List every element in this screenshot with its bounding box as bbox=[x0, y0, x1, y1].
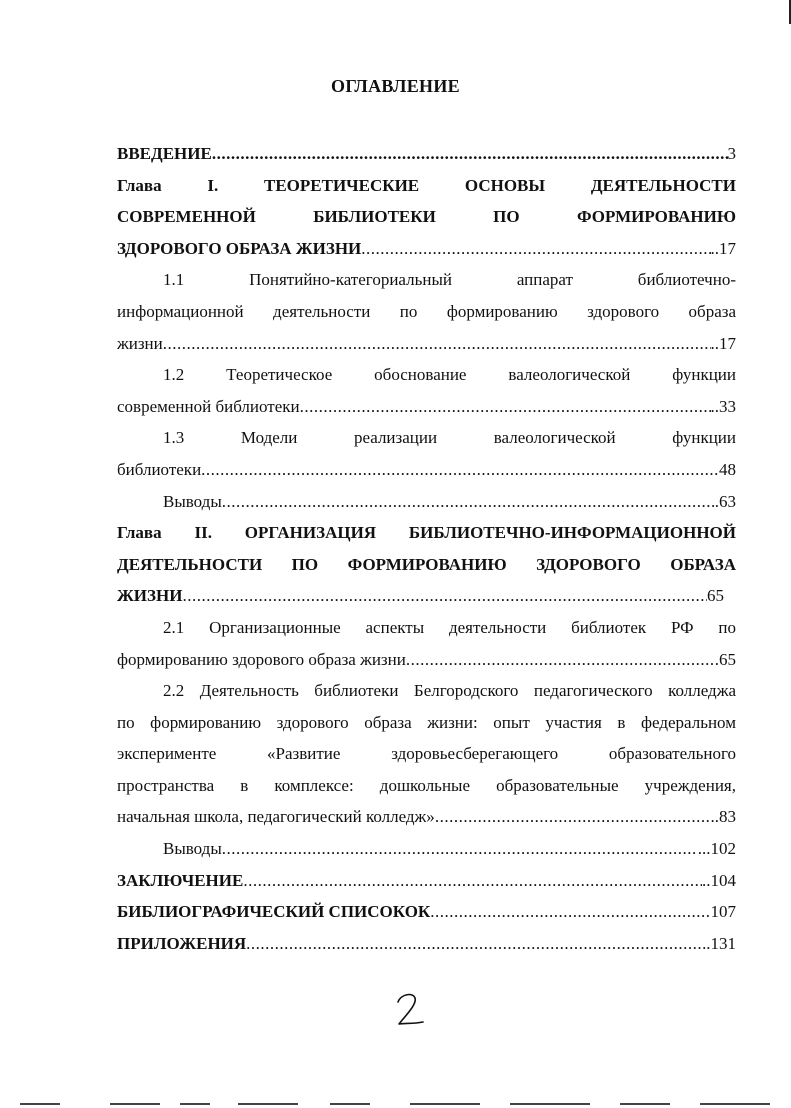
toc-page-number: ...102 bbox=[697, 839, 736, 859]
toc-entry-title: жизни bbox=[117, 333, 163, 353]
toc-entry-title: Выводы bbox=[163, 839, 222, 859]
toc-entry-conclusions-2 bbox=[117, 833, 736, 865]
toc-entry-title: ЗДОРОВОГО ОБРАЗА ЖИЗНИ bbox=[117, 238, 362, 258]
toc-entry-title: Выводы bbox=[163, 491, 222, 511]
toc-leader-dots bbox=[222, 833, 698, 865]
toc-leader-dots bbox=[163, 328, 711, 360]
toc-entry-section-2-1 bbox=[117, 644, 736, 676]
toc-chapter-2-line-1: Глава II. ОРГАНИЗАЦИЯ БИБЛИОТЕЧНО-ИНФОРМАЦИОННОЙ bbox=[117, 523, 736, 543]
toc-entry-section-1-1 bbox=[117, 328, 736, 360]
toc-section-2-2-line-2: по формированию здорового образа жизни: опыт участия в федеральном bbox=[117, 712, 736, 732]
toc-entry-chapter-1 bbox=[117, 233, 736, 265]
page-title: ОГЛАВЛЕНИЕ bbox=[331, 76, 460, 96]
toc-section-2-2-line-3: эксперименте «Развитие здоровьесберегающего образовательного bbox=[117, 744, 736, 764]
toc-page-number: ..33 bbox=[710, 396, 736, 416]
table-of-contents bbox=[117, 138, 736, 959]
toc-section-2-1-line-1: 2.1 Организационные аспекты деятельности библиотек РФ по bbox=[163, 617, 736, 637]
toc-section-1-1-line-1: 1.1 Понятийно-категориальный аппарат библиотечно- bbox=[163, 270, 736, 290]
toc-leader-dots bbox=[246, 928, 706, 960]
toc-entry-appendix bbox=[117, 928, 736, 960]
toc-entry-title: формированию здорового образа жизни bbox=[117, 649, 406, 669]
toc-page-number: ..83 bbox=[710, 807, 736, 827]
toc-leader-dots bbox=[435, 801, 711, 833]
toc-entry-intro bbox=[117, 138, 736, 170]
toc-chapter-1-line-1: Глава I. ТЕОРЕТИЧЕСКИЕ ОСНОВЫ ДЕЯТЕЛЬНОСТИ bbox=[117, 175, 736, 195]
toc-entry-section-1-2 bbox=[117, 391, 736, 423]
toc-entry-title: ЖИЗНИ bbox=[117, 586, 183, 606]
toc-entry-title: библиотеки bbox=[117, 459, 202, 479]
toc-entry-title: ВВЕДЕНИЕ bbox=[117, 144, 212, 163]
toc-entry-conclusion bbox=[117, 865, 736, 897]
toc-leader-dots bbox=[361, 233, 710, 265]
toc-entry-bibliography bbox=[117, 896, 736, 928]
toc-leader-dots bbox=[243, 865, 702, 897]
toc-leader-dots bbox=[222, 486, 715, 518]
toc-leader-dots bbox=[300, 391, 711, 423]
toc-chapter-1-line-2: СОВРЕМЕННОЙ БИБЛИОТЕКИ ПО ФОРМИРОВАНИЮ bbox=[117, 207, 736, 227]
toc-section-2-2-line-1: 2.2 Деятельность библиотеки Белгородского педагогического колледжа bbox=[163, 681, 736, 701]
toc-entry-title: начальная школа, педагогический колледж» bbox=[117, 807, 435, 827]
toc-section-1-3-line-1: 1.3 Модели реализации валеологической функции bbox=[163, 428, 736, 448]
toc-entry-title: ПРИЛОЖЕНИЯ bbox=[117, 933, 247, 953]
toc-section-1-2-line-1: 1.2 Теоретическое обоснование валеологической функции bbox=[163, 365, 736, 385]
toc-page-number: .131 bbox=[706, 933, 736, 953]
toc-leader-dots bbox=[430, 896, 710, 928]
toc-leader-dots bbox=[212, 138, 728, 170]
toc-page-number: 48 bbox=[719, 459, 736, 479]
toc-section-1-1-line-2: информационной деятельности по формированию здорового образа bbox=[117, 301, 736, 321]
toc-entry-title: БИБЛИОГРАФИЧЕСКИЙ СПИСОКОК bbox=[117, 902, 431, 922]
toc-entry-chapter-2 bbox=[117, 580, 736, 612]
toc-page-number: ..17 bbox=[710, 238, 736, 258]
toc-entry-section-2-2 bbox=[117, 801, 736, 833]
toc-entry-section-1-3 bbox=[117, 454, 736, 486]
toc-entry-title: современной библиотеки bbox=[117, 396, 300, 416]
toc-entry-title: ЗАКЛЮЧЕНИЕ bbox=[117, 870, 244, 890]
scan-edge-bottom bbox=[0, 1098, 791, 1108]
toc-chapter-2-line-2: ДЕЯТЕЛЬНОСТИ ПО ФОРМИРОВАНИЮ ЗДОРОВОГО ОБРАЗА bbox=[117, 554, 736, 574]
toc-page-number: .65 bbox=[714, 649, 736, 669]
toc-page-number: ..17 bbox=[710, 333, 736, 353]
toc-section-2-2-line-4: пространства в комплексе: дошкольные образовательные учреждения, bbox=[117, 775, 736, 795]
toc-entry-conclusions-1 bbox=[117, 486, 736, 518]
toc-page-number: 65 bbox=[707, 586, 724, 606]
toc-page-number: ..104 bbox=[702, 870, 736, 890]
toc-leader-dots bbox=[201, 454, 719, 486]
toc-leader-dots bbox=[182, 580, 707, 612]
toc-page-number: .63 bbox=[714, 491, 736, 511]
toc-page-number: 107 bbox=[710, 902, 736, 922]
toc-page-number: 3 bbox=[727, 144, 736, 163]
handwritten-page-number bbox=[393, 990, 427, 1030]
toc-leader-dots bbox=[406, 644, 715, 676]
